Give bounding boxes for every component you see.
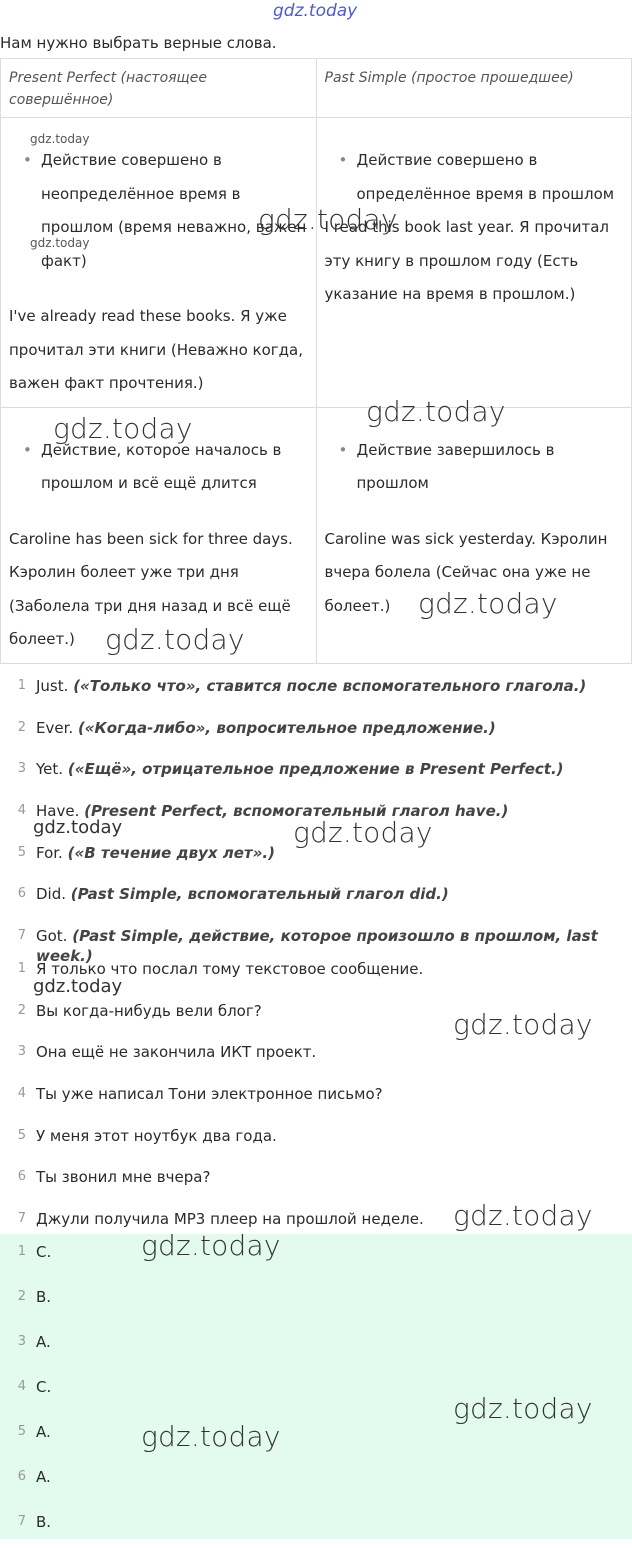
item-number: 4: [17, 803, 26, 819]
watermark: gdz.today: [453, 1392, 593, 1425]
list-item: [325, 434, 624, 501]
watermark: gdz.today: [418, 587, 558, 620]
list-item: [325, 144, 624, 211]
item-number: 7: [17, 1211, 26, 1227]
list-item: [0, 1084, 632, 1126]
item-number: 6: [17, 886, 26, 902]
example-text: I read this book last year. Я прочитал эту книгу в прошлом году (Есть указание на время в прошлом.): [324, 218, 609, 303]
rule-text: Действие завершилось в прошлом: [356, 440, 555, 492]
table-cell: [316, 118, 632, 408]
item-text: Ты уже написал Тони электронное письмо?: [36, 1085, 383, 1104]
item-text: A.: [36, 1333, 51, 1351]
header-present-perfect: Present Perfect (настоящее совершённое): [1, 59, 317, 118]
item-text: A.: [36, 1423, 51, 1441]
example-text: Caroline was sick yesterday. Кэролин вчера болела (Сейчас она уже не болеет.): [324, 529, 608, 615]
item-number: 1: [17, 678, 26, 693]
item-number: 5: [17, 1424, 26, 1439]
table-row: [1, 118, 632, 408]
item-number: 3: [17, 1334, 26, 1349]
watermark: gdz.today: [366, 395, 506, 428]
item-text: Джули получила MP3 плеер на прошлой неделе.: [36, 1210, 424, 1229]
item-text: C.: [36, 1378, 52, 1396]
item-number: 2: [17, 719, 26, 735]
item-text: Did. (Past Simple, вспомогательный глагол did.): [36, 885, 449, 904]
item-text: Got. (Past Simple, действие, которое произошло в прошлом, last week.): [36, 927, 598, 966]
bullet-icon: •: [338, 440, 348, 459]
item-number: 3: [17, 1044, 26, 1060]
item-number: 4: [17, 1086, 26, 1102]
item-number: 3: [17, 761, 26, 777]
table-row: [1, 407, 632, 663]
item-text: Вы когда-нибудь вели блог?: [36, 1001, 262, 1020]
watermark: gdz.today: [453, 1008, 593, 1041]
answers-block: [0, 1229, 632, 1539]
list-item: [0, 1279, 632, 1324]
watermark-small: gdz.today: [30, 132, 90, 146]
list-item: [0, 759, 632, 801]
watermark: gdz.today: [33, 976, 123, 997]
item-text: C.: [36, 1243, 52, 1261]
watermark: gdz.today: [141, 1420, 281, 1453]
item-number: 2: [17, 1002, 26, 1018]
list-item: [0, 1126, 632, 1168]
item-number: 6: [17, 1469, 26, 1484]
intro-text: Нам нужно выбрать верные слова.: [0, 34, 277, 52]
list-item: [0, 1042, 632, 1084]
list-item: [0, 1504, 632, 1549]
item-text: B.: [36, 1513, 52, 1531]
grammar-table: [0, 58, 632, 664]
table-header-row: [1, 59, 632, 118]
item-number: 2: [17, 1289, 26, 1304]
watermark: gdz.today: [105, 623, 245, 656]
watermark: gdz.today: [33, 817, 123, 838]
item-number: 5: [17, 1127, 26, 1143]
item-number: 1: [17, 961, 26, 976]
bullet-icon: •: [23, 151, 32, 169]
item-number: 1: [17, 1244, 26, 1259]
item-number: 4: [17, 1379, 26, 1394]
watermark-small: gdz.today: [30, 236, 90, 250]
list-item: [0, 884, 632, 926]
example-text: I've already read these books. Я уже прочитал эти книги (Неважно когда, важен факт прочтения.): [9, 307, 304, 392]
list-item: [0, 718, 632, 760]
item-text: Ты звонил мне вчера?: [36, 1168, 211, 1187]
item-text: У меня этот ноутбук два года.: [36, 1126, 277, 1145]
item-text: Just. («Только что», ставится после вспомогательного глагола.): [36, 677, 587, 695]
item-text: Ever. («Когда-либо», вопросительное предложение.): [36, 718, 496, 737]
list-item: [0, 676, 632, 718]
table-cell: [1, 118, 317, 408]
header-past-simple: Past Simple (простое прошедшее): [316, 59, 632, 118]
item-text: Она ещё не закончила ИКТ проект.: [36, 1043, 317, 1062]
item-text: A.: [36, 1468, 51, 1486]
item-text: Yet. («Ещё», отрицательное предложение в Present Perfect.): [36, 760, 564, 779]
item-text: For. («В течение двух лет».): [36, 843, 275, 862]
item-number: 7: [17, 928, 26, 944]
watermark: gdz.today: [141, 1229, 281, 1262]
item-text: Have. (Present Perfect, вспомогательный глагол have.): [36, 802, 509, 821]
rule-text: Действие совершено в определённое время в прошлом: [356, 151, 615, 203]
item-text: Я только что послал тому текстовое сообщение.: [36, 960, 424, 978]
list-item: [0, 1229, 632, 1279]
bullet-icon: •: [338, 151, 348, 169]
rule-text: Действие совершено в неопределённое время в прошлом (время неважно, важен факт): [41, 151, 307, 270]
item-number: 7: [17, 1514, 26, 1529]
watermark: gdz.today: [453, 1199, 593, 1232]
list-item: [0, 1459, 632, 1504]
bullet-icon: •: [23, 440, 32, 459]
item-number: 6: [17, 1169, 26, 1185]
list-item: [0, 1324, 632, 1369]
watermark: gdz.today: [258, 203, 398, 236]
watermark-top: gdz.today: [273, 1, 358, 21]
table-cell: [316, 407, 632, 663]
watermark: gdz.today: [293, 816, 433, 849]
item-number: 5: [17, 844, 26, 860]
rule-text: Действие, которое началось в прошлом и всё ещё длится: [41, 440, 282, 492]
item-text: B.: [36, 1288, 52, 1306]
list-item: [0, 843, 632, 885]
example-text: Caroline has been sick for three days. Кэролин болеет уже три дня (Заболела три дня назад и всё ещё болеет.): [9, 529, 293, 648]
watermark: gdz.today: [53, 412, 193, 445]
